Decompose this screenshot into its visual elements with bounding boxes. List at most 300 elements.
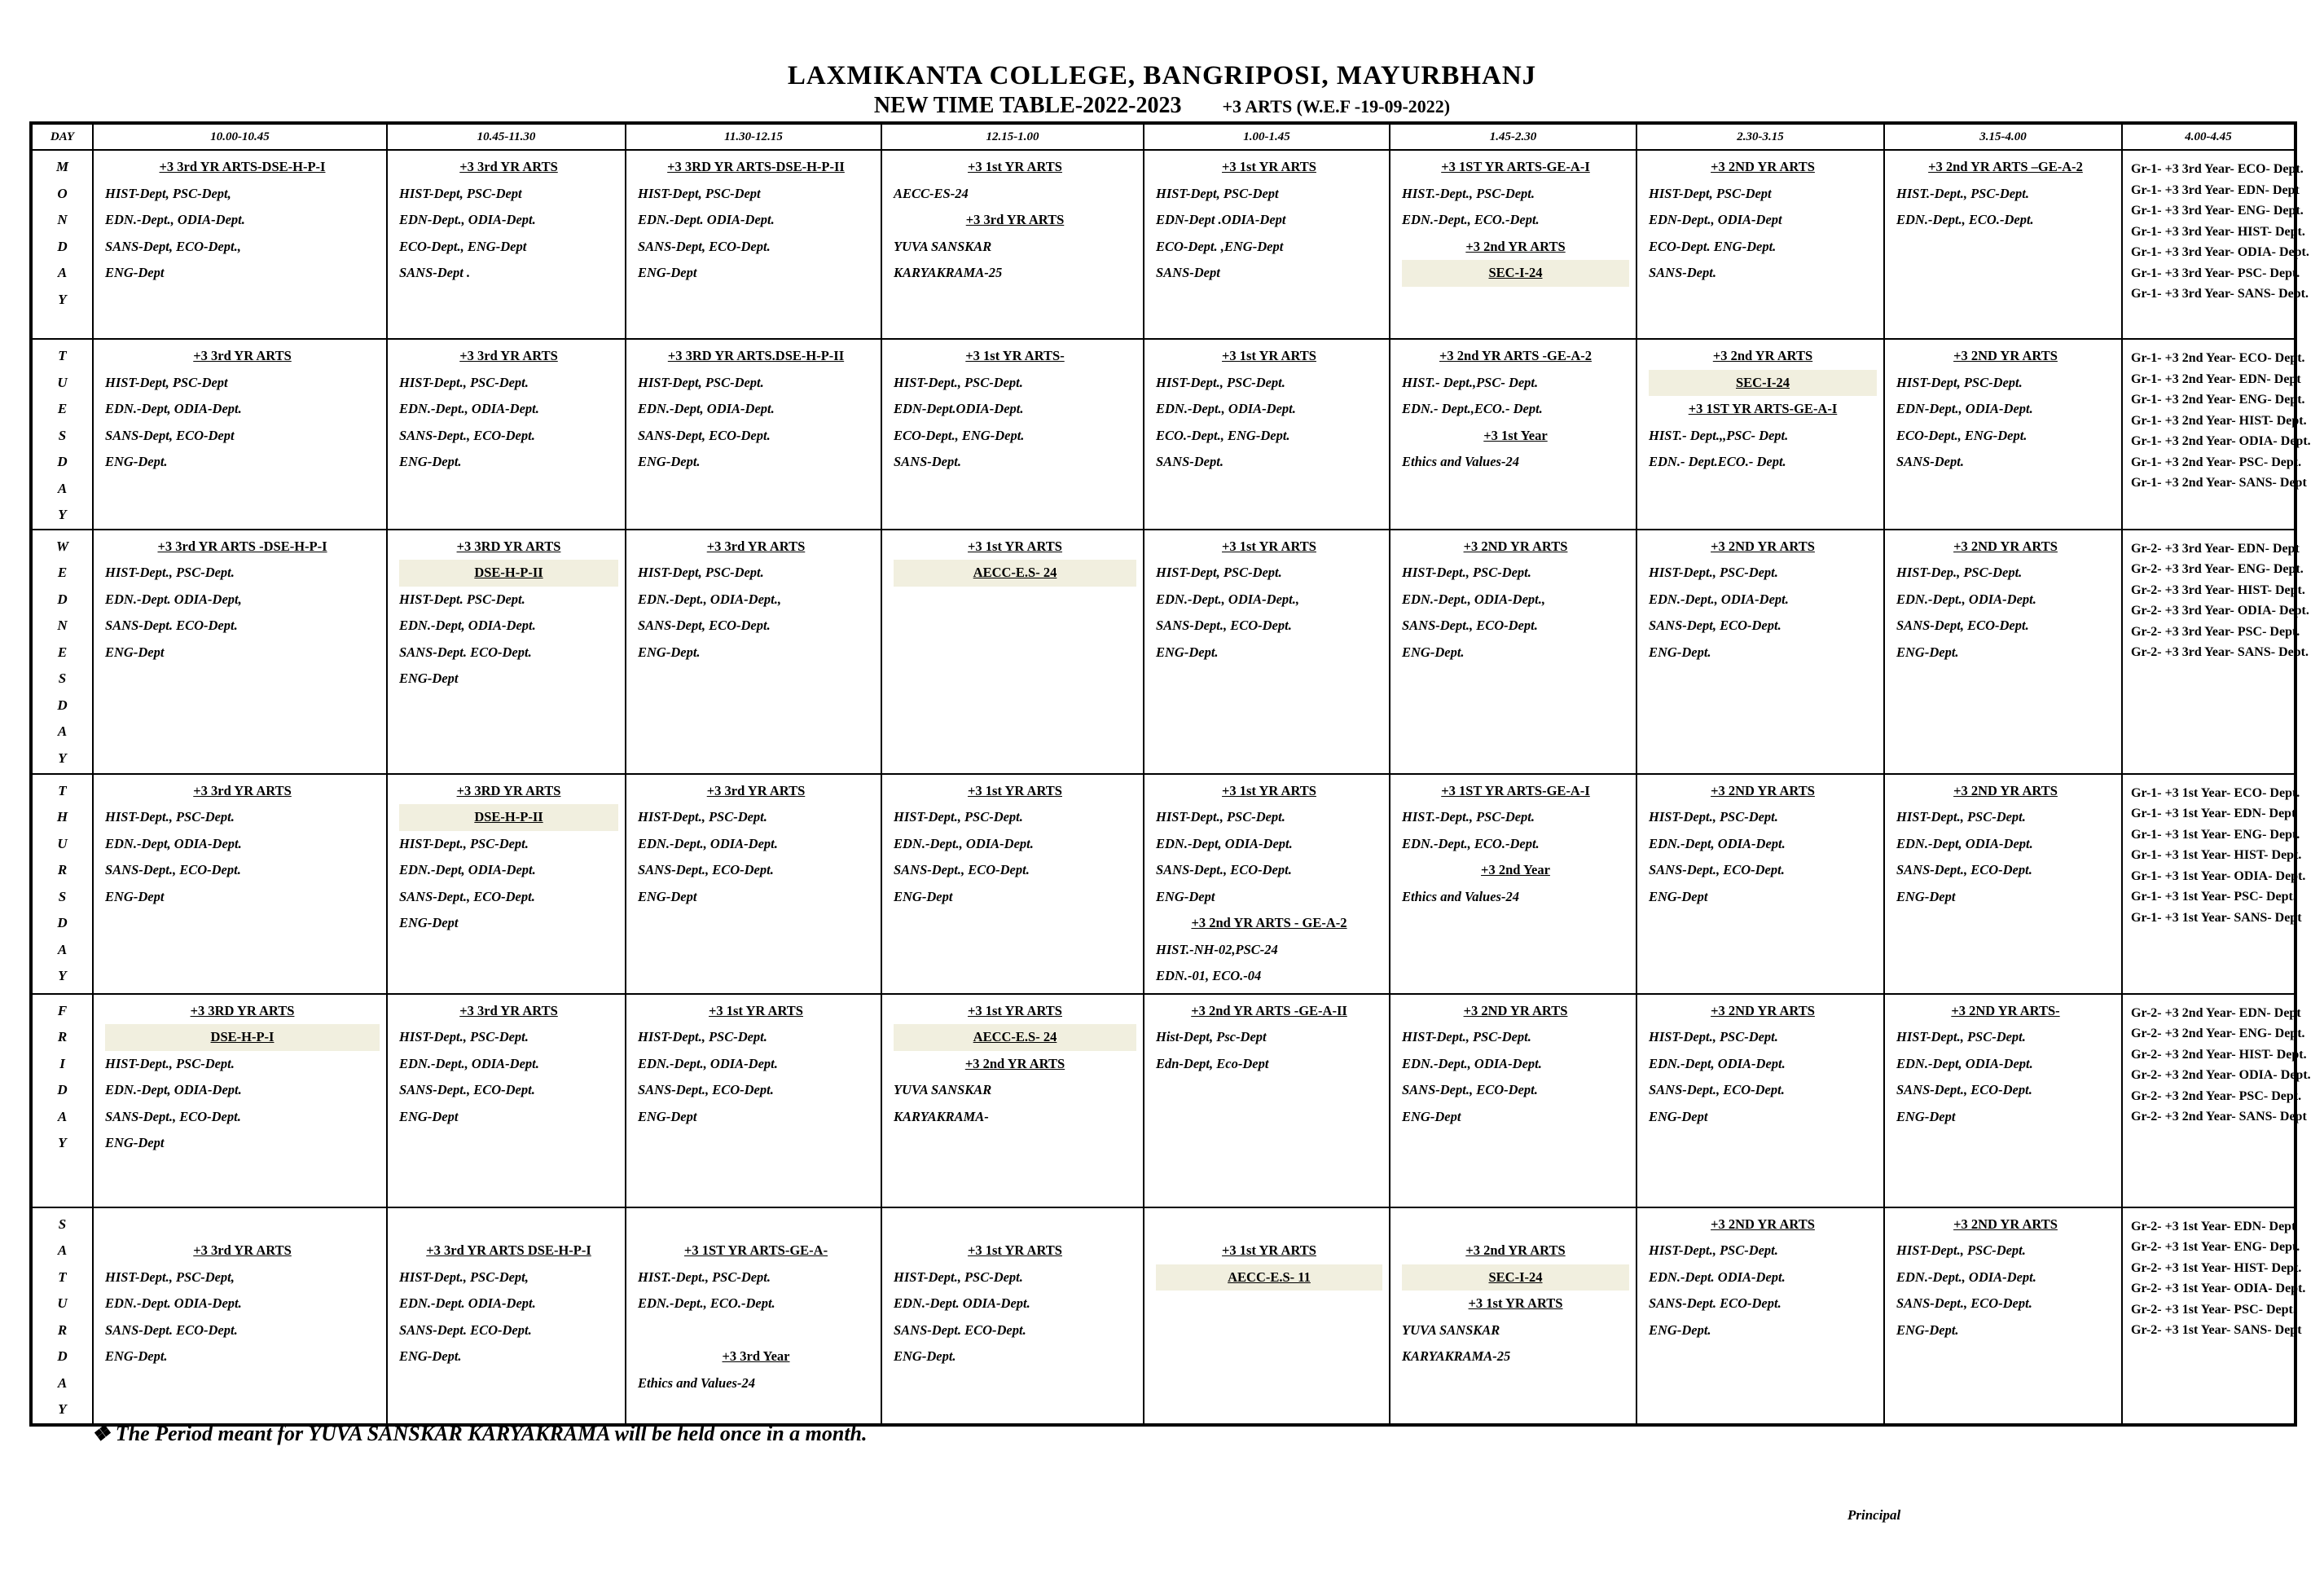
day-letter: U: [57, 1295, 68, 1311]
department-line: ENG-Dept.: [1649, 644, 1711, 660]
department-line: EDN-Dept., ODIA-Dept.: [1896, 401, 2033, 416]
department-line: EDN.-Dept., ODIA-Dept.: [399, 401, 539, 416]
department-line: HIST-Dept., PSC-Dept.: [894, 374, 1023, 390]
period-cell: [387, 530, 626, 774]
class-heading: +3 2ND YR ARTS-: [1951, 1002, 2060, 1018]
day-name: [33, 1208, 92, 1423]
day-letter: S: [58, 671, 67, 686]
department-line: HIST-Dep., PSC-Dept.: [1896, 565, 2023, 580]
department-line: ECO-Dept. ENG-Dept.: [1649, 238, 1777, 254]
department-line: EDN.-Dept. ODIA-Dept,: [105, 591, 242, 607]
department-line: DSE-H-P-I: [105, 1024, 380, 1051]
day-letter: T: [58, 348, 67, 363]
department-line: ENG-Dept.: [399, 454, 462, 469]
period-entry: [94, 340, 386, 479]
principal-signature: Principal: [1847, 1507, 1901, 1523]
department-line: ENG-Dept: [399, 915, 459, 930]
department-line: ENG-Dept: [399, 671, 459, 686]
day-letter: S: [58, 888, 67, 904]
department-line: HIST-Dept., PSC-Dept.: [1649, 809, 1778, 824]
department-line: HIST-Dept., PSC-Dept.: [1402, 1029, 1531, 1044]
department-line: SANS-Dept., ECO-Dept.: [1402, 1082, 1538, 1097]
class-heading: +3 2ND YR ARTS: [1711, 159, 1815, 174]
department-line: [399, 1211, 618, 1238]
department-line: EDN.-Dept. ODIA-Dept.: [1649, 1269, 1786, 1285]
period-entry: [1144, 340, 1389, 479]
department-line: SANS-Dept.: [1896, 454, 1964, 469]
department-line: EDN.-Dept., ODIA-Dept.: [105, 212, 245, 227]
department-line: SANS-Dept. ECO-Dept.: [894, 1321, 1026, 1338]
department-line: HIST-Dept., PSC-Dept.: [399, 835, 529, 851]
column-header-time-slot: 10.45-11.30: [387, 123, 626, 150]
class-heading: +3 2nd Year: [1481, 862, 1550, 877]
class-heading: +3 3rd YR ARTS: [965, 212, 1065, 227]
department-line: EDN.-Dept. ODIA-Dept.: [105, 1295, 242, 1311]
department-line: SANS-Dept, ECO-Dept.,: [105, 238, 241, 254]
department-line: EDN.-Dept, ODIA-Dept.: [399, 862, 536, 877]
day-letter: S: [58, 1216, 67, 1232]
period-entry: [1144, 1208, 1389, 1295]
period-entry: [626, 775, 881, 914]
group-line: Gr-2- +3 1st Year- ENG- Dept.: [2131, 1240, 2300, 1254]
class-heading: +3 3rd YR ARTS: [193, 348, 292, 363]
group-line: Gr-2- +3 1st Year- PSC- Dept.: [2131, 1302, 2296, 1317]
group-list: [2123, 1208, 2306, 1344]
department-line: HIST-Dept, PSC-Dept: [105, 374, 228, 390]
department-line: ENG-Dept.: [399, 1348, 462, 1364]
department-line: HIST-Dept, PSC-Dept.: [1896, 374, 2023, 390]
group-list: [2123, 530, 2309, 666]
department-line: DSE-H-P-II: [399, 560, 618, 587]
group-line: Gr-2- +3 3rd Year- PSC- Dept.: [2131, 624, 2300, 639]
department-line: YUVA SANSKAR: [1402, 1321, 1500, 1338]
class-heading: +3 2ND YR ARTS: [1463, 1002, 1568, 1018]
group-line: Gr-2- +3 3rd Year- SANS- Dept.: [2131, 645, 2309, 659]
group-line: Gr-1- +3 2nd Year- ECO- Dept.: [2131, 351, 2305, 365]
department-line: SANS-Dept., ECO-Dept.: [399, 1082, 535, 1097]
department-line: SANS-Dept, ECO-Dept.: [1896, 618, 2029, 633]
class-heading: +3 1st YR ARTS: [968, 1242, 1062, 1258]
column-header-day: DAY: [31, 123, 93, 150]
group-line: Gr-1- +3 1st Year- ODIA- Dept.: [2131, 868, 2306, 883]
class-heading: +3 1st YR ARTS: [1222, 782, 1316, 798]
period-entry: [1390, 1208, 1636, 1374]
class-heading: +3 1ST YR ARTS-GE-A-I: [1688, 401, 1838, 416]
department-line: EDN.-Dept., ODIA-Dept.: [1896, 591, 2036, 607]
class-heading: +3 2ND YR ARTS: [1953, 538, 2058, 554]
footnote: ❖ The Period meant for YUVA SANSKAR KARYAKRAMA will be held once in a month.: [91, 1422, 868, 1445]
department-line: ENG-Dept.: [105, 1348, 168, 1364]
group-line: Gr-2- +3 1st Year- SANS- Dept: [2131, 1323, 2302, 1337]
department-line: SANS-Dept. ECO-Dept.: [399, 1321, 532, 1338]
department-line: SANS-Dept.: [1649, 265, 1716, 280]
department-line: SANS-Dept.: [894, 454, 961, 469]
period-entry: [388, 530, 625, 696]
period-cell: [1390, 339, 1636, 530]
period-entry: [1885, 995, 2121, 1134]
course-effective-date: +3 ARTS (W.E.F -19-09-2022): [1222, 96, 1451, 117]
period-entry: [1885, 151, 2121, 237]
period-entry: [1885, 530, 2121, 670]
class-heading: +3 2nd YR ARTS –GE-A-2: [1928, 159, 2083, 174]
group-line: Gr-1- +3 1st Year- ENG- Dept.: [2131, 827, 2300, 842]
period-cell: [626, 994, 881, 1207]
group-list: [2123, 995, 2311, 1131]
class-heading: +3 3rd YR ARTS: [459, 1002, 558, 1018]
day-cell: [31, 994, 93, 1207]
day-cell: [31, 530, 93, 774]
period-cell: [881, 530, 1144, 774]
day-letter: H: [56, 809, 68, 824]
period-entry: [1144, 995, 1389, 1081]
period-entry: [388, 1208, 625, 1374]
department-line: Hist-Dept, Psc-Dept: [1156, 1029, 1267, 1044]
day-letter: U: [57, 374, 68, 390]
period-entry: [1144, 151, 1389, 290]
department-line: ENG-Dept.: [1402, 644, 1465, 660]
period-cell: [626, 1207, 881, 1425]
period-cell: [1636, 150, 1884, 339]
class-heading: +3 3rd YR ARTS: [706, 782, 806, 798]
department-line: SANS-Dept, ECO-Dept.: [638, 618, 771, 633]
period-entry: [1637, 530, 1883, 670]
period-entry: [882, 530, 1143, 590]
day-letter: D: [57, 454, 68, 469]
department-line: SEC-I-24: [1649, 370, 1877, 397]
department-line: AECC-E.S- 24: [894, 560, 1136, 587]
class-heading: +3 1st YR ARTS: [1468, 1295, 1563, 1311]
day-letter: A: [57, 1108, 68, 1124]
period-cell: [1390, 530, 1636, 774]
department-line: [894, 1211, 1136, 1238]
department-line: ENG-Dept: [1649, 888, 1708, 904]
department-line: HIST.-Dept., PSC-Dept.: [1896, 185, 2030, 201]
group-cell: [2122, 339, 2311, 530]
class-heading: +3 1st YR ARTS: [968, 1002, 1062, 1018]
department-line: HIST-Dept., PSC-Dept.: [1156, 374, 1285, 390]
department-line: EDN.-Dept, ODIA-Dept.: [399, 618, 536, 633]
period-cell: [1636, 1207, 1884, 1425]
class-heading: +3 1st YR ARTS-: [965, 348, 1065, 363]
period-cell: [881, 150, 1144, 339]
period-entry: [626, 995, 881, 1134]
department-line: EDN.-Dept, ODIA-Dept.: [105, 401, 242, 416]
time-slot-header: [31, 123, 2295, 150]
group-line: Gr-1- +3 2nd Year- PSC- Dept.: [2131, 455, 2302, 469]
group-list: [2123, 775, 2306, 932]
department-line: EDN.-Dept., ECO.-Dept.: [1896, 212, 2034, 227]
period-entry: [626, 151, 881, 290]
period-entry: [1885, 1208, 2121, 1348]
period-entry: [1637, 775, 1883, 914]
day-letter: Y: [58, 1401, 67, 1417]
period-cell: [1884, 994, 2122, 1207]
department-line: ENG-Dept.: [894, 1348, 956, 1364]
period-cell: [1636, 774, 1884, 994]
department-line: ENG-Dept: [105, 265, 165, 280]
day-letter: D: [57, 238, 68, 254]
day-letter: D: [57, 697, 68, 713]
department-line: SANS-Dept., ECO-Dept.: [1896, 862, 2032, 877]
department-line: HIST-Dept, PSC-Dept: [638, 185, 761, 201]
day-letter: T: [58, 782, 67, 798]
period-cell: [1884, 1207, 2122, 1425]
class-heading: +3 2ND YR ARTS: [1711, 1002, 1815, 1018]
group-cell: [2122, 530, 2309, 774]
group-line: Gr-1- +3 3rd Year- HIST- Dept.: [2131, 224, 2305, 239]
period-cell: [387, 150, 626, 339]
day-name: [33, 151, 92, 313]
period-entry: [388, 995, 625, 1134]
department-line: HIST-Dept., PSC-Dept,: [399, 1269, 529, 1285]
department-line: HIST-Dept., PSC-Dept.: [399, 1029, 529, 1044]
day-letter: F: [57, 1002, 68, 1018]
department-line: Edn-Dept, Eco-Dept: [1156, 1055, 1269, 1071]
period-cell: [1144, 1207, 1390, 1425]
department-line: [105, 1211, 380, 1238]
class-heading: +3 1st YR ARTS: [1222, 538, 1316, 554]
group-line: Gr-1- +3 1st Year- SANS- Dept: [2131, 910, 2302, 925]
department-line: EDN.-Dept., ODIA-Dept.: [399, 1055, 539, 1071]
class-heading: +3 3rd YR ARTS DSE-H-P-I: [426, 1242, 591, 1258]
period-cell: [93, 994, 387, 1207]
department-line: SANS-Dept. ECO-Dept.: [105, 1321, 238, 1338]
department-line: SANS-Dept. ECO-Dept.: [105, 618, 238, 633]
department-line: HIST-Dept., PSC-Dept.: [1649, 1029, 1778, 1044]
department-line: YUVA SANSKAR: [894, 238, 992, 254]
day-cell: [31, 1207, 93, 1425]
day-letter: Y: [58, 968, 67, 983]
department-line: SANS-Dept., ECO-Dept.: [1649, 1082, 1785, 1097]
day-name: [33, 775, 92, 990]
day-letter: S: [58, 427, 67, 443]
class-heading: +3 2nd YR ARTS: [1465, 238, 1566, 254]
period-entry: [1637, 995, 1883, 1134]
department-line: SANS-Dept., ECO-Dept.: [1896, 1295, 2032, 1311]
department-line: EDN.-Dept, ODIA-Dept.: [1156, 835, 1293, 851]
day-row: [31, 339, 2295, 530]
department-line: HIST-Dept., PSC-Dept.: [105, 565, 235, 580]
department-line: EDN.-Dept. ODIA-Dept.: [399, 1295, 536, 1311]
day-letter: R: [57, 1029, 68, 1044]
department-line: HIST-Dept., PSC-Dept.: [1896, 1029, 2026, 1044]
period-cell: [881, 774, 1144, 994]
department-line: HIST-Dept, PSC-Dept: [399, 185, 522, 201]
department-line: SANS-Dept., ECO-Dept.: [399, 427, 535, 443]
class-heading: +3 1st YR ARTS: [968, 538, 1062, 554]
department-line: Ethics and Values-24: [1402, 454, 1519, 469]
period-entry: [882, 1208, 1143, 1374]
period-cell: [1636, 339, 1884, 530]
class-heading: +3 3rd YR ARTS: [459, 348, 558, 363]
department-line: [1402, 1211, 1629, 1238]
department-line: SANS-Dept., ECO-Dept.: [105, 1108, 241, 1124]
class-heading: +3 1st YR ARTS: [1222, 159, 1316, 174]
day-letter: E: [57, 565, 68, 580]
department-line: ECO-Dept., ENG-Dept.: [894, 427, 1025, 443]
day-row: [31, 994, 2295, 1207]
period-cell: [1636, 994, 1884, 1207]
department-line: HIST-Dept, PSC-Dept,: [105, 185, 231, 201]
class-heading: +3 2ND YR ARTS: [1711, 782, 1815, 798]
group-line: Gr-1- +3 3rd Year- EDN- Dept: [2131, 182, 2300, 197]
group-line: Gr-2- +3 2nd Year- HIST- Dept.: [2131, 1047, 2307, 1062]
department-line: HIST.-Dept., PSC-Dept.: [1402, 185, 1535, 201]
department-line: EDN.-Dept., ODIA-Dept.: [1402, 1055, 1542, 1071]
department-line: EDN.-Dept, ODIA-Dept.: [105, 835, 242, 851]
class-heading: +3 2nd YR ARTS: [1712, 348, 1813, 363]
period-entry: [1390, 775, 1636, 914]
department-line: SANS-Dept, ECO-Dept.: [638, 238, 771, 254]
class-heading: +3 2ND YR ARTS: [1953, 782, 2058, 798]
day-letter: T: [58, 1269, 67, 1285]
period-entry: [882, 995, 1143, 1134]
day-name: [33, 995, 92, 1157]
group-cell: [2122, 1207, 2306, 1425]
day-letter: N: [57, 618, 68, 633]
day-letter: W: [55, 538, 69, 554]
group-line: Gr-2- +3 3rd Year- HIST- Dept.: [2131, 583, 2305, 597]
department-line: HIST.- Dept.,PSC- Dept.: [1402, 374, 1539, 390]
class-heading: +3 1ST YR ARTS-GE-A-: [683, 1242, 828, 1258]
timetable-year: NEW TIME TABLE-2022-2023: [873, 93, 1182, 118]
class-heading: +3 3RD YR ARTS: [456, 538, 561, 554]
column-header-time-slot: 2.30-3.15: [1636, 123, 1884, 150]
column-header-time-slot: 10.00-10.45: [93, 123, 387, 150]
department-line: ENG-Dept: [894, 888, 953, 904]
group-line: Gr-1- +3 3rd Year- PSC- Dept.: [2131, 266, 2300, 280]
period-entry: [1637, 1208, 1883, 1348]
class-heading: +3 3rd Year: [722, 1348, 790, 1364]
group-line: Gr-2- +3 2nd Year- SANS- Dept: [2131, 1110, 2307, 1123]
group-line: Gr-2- +3 1st Year- HIST- Dept.: [2131, 1260, 2302, 1275]
period-entry: [94, 775, 386, 914]
department-line: EDN.-Dept. ODIA-Dept.: [638, 212, 775, 227]
department-line: SANS-Dept.: [1156, 454, 1224, 469]
period-entry: [94, 151, 386, 290]
department-line: ENG-Dept: [399, 1108, 459, 1124]
department-line: EDN.-Dept., ECO.-Dept.: [638, 1295, 775, 1311]
period-cell: [1390, 994, 1636, 1207]
class-heading: +3 2nd YR ARTS -GE-A-2: [1439, 348, 1592, 363]
group-line: Gr-2- +3 3rd Year- ODIA- Dept.: [2131, 604, 2309, 618]
department-line: HIST-Dept, PSC-Dept: [1156, 185, 1279, 201]
department-line: EDN.-Dept., ECO.-Dept.: [1402, 212, 1540, 227]
day-cell: [31, 339, 93, 530]
class-heading: +3 1st YR ARTS: [1222, 1242, 1316, 1258]
period-cell: [626, 339, 881, 530]
department-line: SANS-Dept .: [399, 265, 471, 280]
day-letter: Y: [58, 1135, 67, 1150]
period-entry: [626, 340, 881, 479]
group-line: Gr-1- +3 2nd Year- SANS- Dept: [2131, 476, 2307, 490]
department-line: [638, 1317, 874, 1344]
department-line: Ethics and Values-24: [638, 1374, 755, 1391]
column-header-time-slot: 12.15-1.00: [881, 123, 1144, 150]
period-entry: [388, 340, 625, 479]
day-name: [33, 340, 92, 529]
period-cell: [93, 530, 387, 774]
department-line: EDN.-Dept. ODIA-Dept.: [894, 1295, 1030, 1311]
department-line: ENG-Dept.: [638, 644, 701, 660]
department-line: SANS-Dept, ECO-Dept.: [1649, 618, 1781, 633]
department-line: ENG-Dept.: [638, 454, 701, 469]
department-line: EDN.- Dept.ECO.- Dept.: [1649, 454, 1786, 469]
day-letter: A: [57, 480, 68, 496]
day-letter: Y: [58, 291, 67, 307]
period-entry: [94, 1208, 386, 1374]
class-heading: +3 2ND YR ARTS: [1463, 538, 1568, 554]
department-line: Ethics and Values-24: [1402, 888, 1519, 904]
department-line: HIST-Dept, PSC-Dept: [1649, 185, 1772, 201]
department-line: HIST-Dept., PSC-Dept.: [399, 374, 529, 390]
department-line: EDN.-Dept, ODIA-Dept.: [1896, 835, 2033, 851]
department-line: ECO-Dept., ENG-Dept.: [1896, 427, 2027, 443]
department-line: ENG-Dept: [1649, 1108, 1708, 1124]
period-cell: [1884, 774, 2122, 994]
day-letter: A: [57, 723, 68, 739]
department-line: SEC-I-24: [1402, 1264, 1629, 1291]
period-cell: [387, 994, 626, 1207]
group-line: Gr-2- +3 2nd Year- EDN- Dept: [2131, 1005, 2301, 1020]
class-heading: +3 1st YR ARTS: [1222, 348, 1316, 363]
department-line: ENG-Dept: [638, 1108, 697, 1124]
department-line: [1156, 1211, 1382, 1238]
day-name: [33, 530, 92, 772]
group-line: Gr-1- +3 1st Year- ECO- Dept.: [2131, 785, 2300, 800]
period-cell: [1144, 994, 1390, 1207]
period-cell: [881, 994, 1144, 1207]
period-entry: [882, 340, 1143, 479]
department-line: ECO-Dept. ,ENG-Dept: [1156, 238, 1284, 254]
period-cell: [387, 339, 626, 530]
department-line: SANS-Dept., ECO-Dept.: [1156, 862, 1292, 877]
department-line: EDN.-Dept., ODIA-Dept.: [638, 1055, 778, 1071]
department-line: EDN.-Dept., ODIA-Dept.,: [1156, 591, 1299, 607]
period-entry: [626, 1208, 881, 1401]
group-line: Gr-1- +3 3rd Year- ENG- Dept.: [2131, 204, 2304, 218]
department-line: SANS-Dept., ECO-Dept.: [638, 862, 774, 877]
period-cell: [1884, 339, 2122, 530]
period-cell: [1884, 530, 2122, 774]
group-line: Gr-1- +3 2nd Year- EDN- Dept: [2131, 372, 2301, 386]
day-letter: E: [57, 401, 68, 416]
group-cell: [2122, 994, 2311, 1207]
department-line: SEC-I-24: [1402, 260, 1629, 287]
period-entry: [1637, 151, 1883, 290]
period-cell: [626, 530, 881, 774]
department-line: HIST.- Dept.,,PSC- Dept.: [1649, 427, 1789, 443]
group-line: Gr-2- +3 3rd Year- ENG- Dept.: [2131, 562, 2304, 576]
department-line: HIST.-NH-02,PSC-24: [1156, 941, 1278, 957]
department-line: HIST-Dept., PSC-Dept.: [1649, 1242, 1778, 1258]
department-line: [638, 1211, 874, 1238]
day-row: [31, 774, 2295, 994]
group-line: Gr-1- +3 2nd Year- HIST- Dept.: [2131, 413, 2307, 428]
department-line: SANS-Dept. ECO-Dept.: [399, 644, 532, 660]
department-line: SANS-Dept., ECO-Dept.: [1402, 618, 1538, 633]
department-line: HIST-Dept., PSC-Dept.: [1896, 1242, 2026, 1258]
class-heading: +3 3rd YR ARTS: [193, 782, 292, 798]
department-line: EDN.-Dept, ODIA-Dept.: [105, 1082, 242, 1097]
department-line: EDN.-Dept, ODIA-Dept.: [1649, 835, 1786, 851]
day-letter: D: [57, 915, 68, 930]
period-entry: [882, 151, 1143, 290]
column-header-time-slot: 11.30-12.15: [626, 123, 881, 150]
group-list: [2123, 151, 2309, 308]
period-entry: [1144, 530, 1389, 670]
department-line: EDN.-Dept., ODIA-Dept.: [638, 835, 778, 851]
